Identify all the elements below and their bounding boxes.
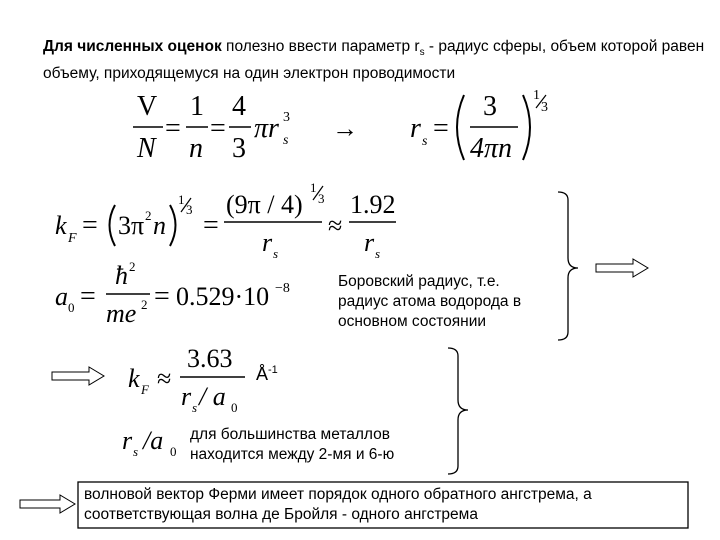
metals-note-line-2: находится между 2-мя и 6-ю — [190, 446, 395, 463]
eq2-subscript: F — [68, 231, 77, 246]
eq1b-variable: r — [410, 113, 421, 144]
equation-rs-definition — [410, 88, 548, 164]
eq3-rhs: 0.529·10 — [176, 282, 270, 311]
metals-note — [190, 425, 394, 465]
eq3-variable: a — [55, 282, 68, 311]
eq2-frac2-denominator: r — [364, 228, 375, 257]
equation-volume-per-electron — [133, 91, 358, 164]
right-brace-small — [448, 348, 468, 474]
eq1b-subscript: s — [422, 134, 428, 149]
eq3-denominator: me — [106, 299, 137, 328]
eq3-subscript: 0 — [68, 300, 75, 315]
eq2-paren-superscript: 2 — [145, 208, 152, 223]
eq4-denominator-r: r — [181, 382, 192, 411]
arrow-right-upper — [596, 259, 648, 277]
eq2-equals-1: = — [82, 210, 98, 241]
implication-arrow: → — [332, 114, 358, 143]
eq1b-right-paren — [523, 95, 530, 160]
eq1b-exponent-numerator: 1 — [533, 88, 540, 103]
equation-bohr-radius — [55, 259, 290, 328]
eq3-equals-2: = — [154, 281, 170, 312]
equation-fermi-estimate — [128, 344, 245, 415]
eq2-frac1-exponent-denominator: 3 — [318, 191, 325, 206]
eq5-r: r — [122, 426, 133, 455]
eq2-exponent-denominator: 3 — [186, 202, 193, 217]
eq4-denominator-a-sub: 0 — [231, 400, 238, 415]
eq1-equals-2: = — [210, 113, 226, 144]
equation-rs-over-a0 — [122, 426, 177, 459]
eq2-frac1-denominator: r — [262, 228, 273, 257]
eq2-frac1-denominator-sub: s — [273, 246, 279, 261]
eq1-rhs-denominator: 3 — [232, 133, 246, 164]
eq1b-denominator: 4πn — [470, 133, 513, 164]
eq2-paren-tail: n — [153, 211, 166, 240]
eq4-subscript: F — [141, 382, 149, 397]
eq2-frac1-numerator: (9π / 4) — [226, 190, 303, 219]
equation-fermi-wavevector — [55, 180, 396, 261]
bohr-note-line-2: радиус атома водорода в — [338, 293, 522, 310]
inverse-angstrom-unit — [256, 364, 278, 385]
eq2-exponent-numerator: 1 — [178, 192, 185, 207]
intro-text-2: - радиус сферы, объем которой равен объему, приходящемуся на один электрон проводимости — [43, 38, 705, 83]
eq2-paren-body: 3π — [118, 211, 145, 240]
eq1-equals-1: = — [165, 113, 181, 144]
angstrom-exponent: -1 — [268, 364, 278, 376]
eq3-denominator-sup: 2 — [141, 297, 148, 312]
angstrom-symbol: Å — [256, 364, 269, 384]
eq2-frac1-exponent-numerator: 1 — [310, 180, 317, 195]
bohr-radius-note — [338, 272, 521, 332]
eq1-superscript-3: 3 — [283, 110, 290, 125]
eq4-approx: ≈ — [157, 364, 172, 393]
eq1b-exponent-denominator: 3 — [541, 100, 548, 115]
conclusion-line-1: волновой вектор Ферми имеет порядок одного обратного ангстрема, а — [84, 486, 592, 503]
eq5-a-sub: 0 — [170, 444, 177, 459]
eq2-equals-2: = — [203, 210, 219, 241]
bohr-note-line-3: основном состоянии — [338, 313, 487, 330]
eq1-lhs-denominator: N — [137, 133, 156, 164]
arrow-left-lower — [20, 495, 75, 513]
arrow-left-middle — [52, 367, 104, 385]
eq1b-numerator: 3 — [483, 91, 497, 122]
eq2-left-paren — [110, 205, 116, 246]
eq3-numerator-sup: 2 — [129, 259, 136, 274]
metals-note-line-1: для большинства металлов — [190, 426, 390, 443]
eq2-frac2-numerator: 1.92 — [350, 190, 396, 219]
eq3-equals-1: = — [80, 281, 96, 312]
eq1-mid-denominator: n — [189, 133, 203, 164]
eq1-rhs-numerator: 4 — [232, 91, 246, 122]
bohr-note-line-1: Боровский радиус, т.е. — [338, 273, 500, 290]
intro-subscript: s — [419, 47, 425, 59]
eq2-frac2-denominator-sub: s — [375, 246, 381, 261]
eq3-rhs-exponent: −8 — [275, 281, 290, 296]
eq1-subscript-s: s — [283, 133, 289, 148]
eq5-r-sub: s — [133, 444, 139, 459]
eq1b-left-paren — [457, 95, 464, 160]
conclusion-text — [84, 485, 684, 525]
eq4-variable: k — [128, 364, 140, 393]
eq1-lhs-numerator: V — [137, 91, 158, 122]
eq4-denominator-a: / a — [199, 382, 226, 411]
eq1b-equals: = — [433, 113, 449, 144]
eq1-pi-r: πr — [254, 113, 279, 144]
eq5-a: /a — [143, 426, 164, 455]
eq3-numerator: ħ — [115, 261, 128, 290]
conclusion-line-2: соответствующая волна де Бройля - одного ангстрема — [84, 506, 478, 523]
eq2-right-paren — [170, 205, 176, 246]
eq1-mid-numerator: 1 — [190, 91, 204, 122]
eq2-approx: ≈ — [328, 211, 343, 240]
eq4-numerator: 3.63 — [187, 344, 233, 373]
eq2-variable: k — [55, 211, 67, 240]
intro-bold: Для численных оценок — [43, 38, 222, 55]
right-brace-large — [558, 192, 578, 340]
intro-text-1: полезно ввести параметр r — [221, 38, 420, 55]
eq4-denominator-r-sub: s — [192, 400, 198, 415]
